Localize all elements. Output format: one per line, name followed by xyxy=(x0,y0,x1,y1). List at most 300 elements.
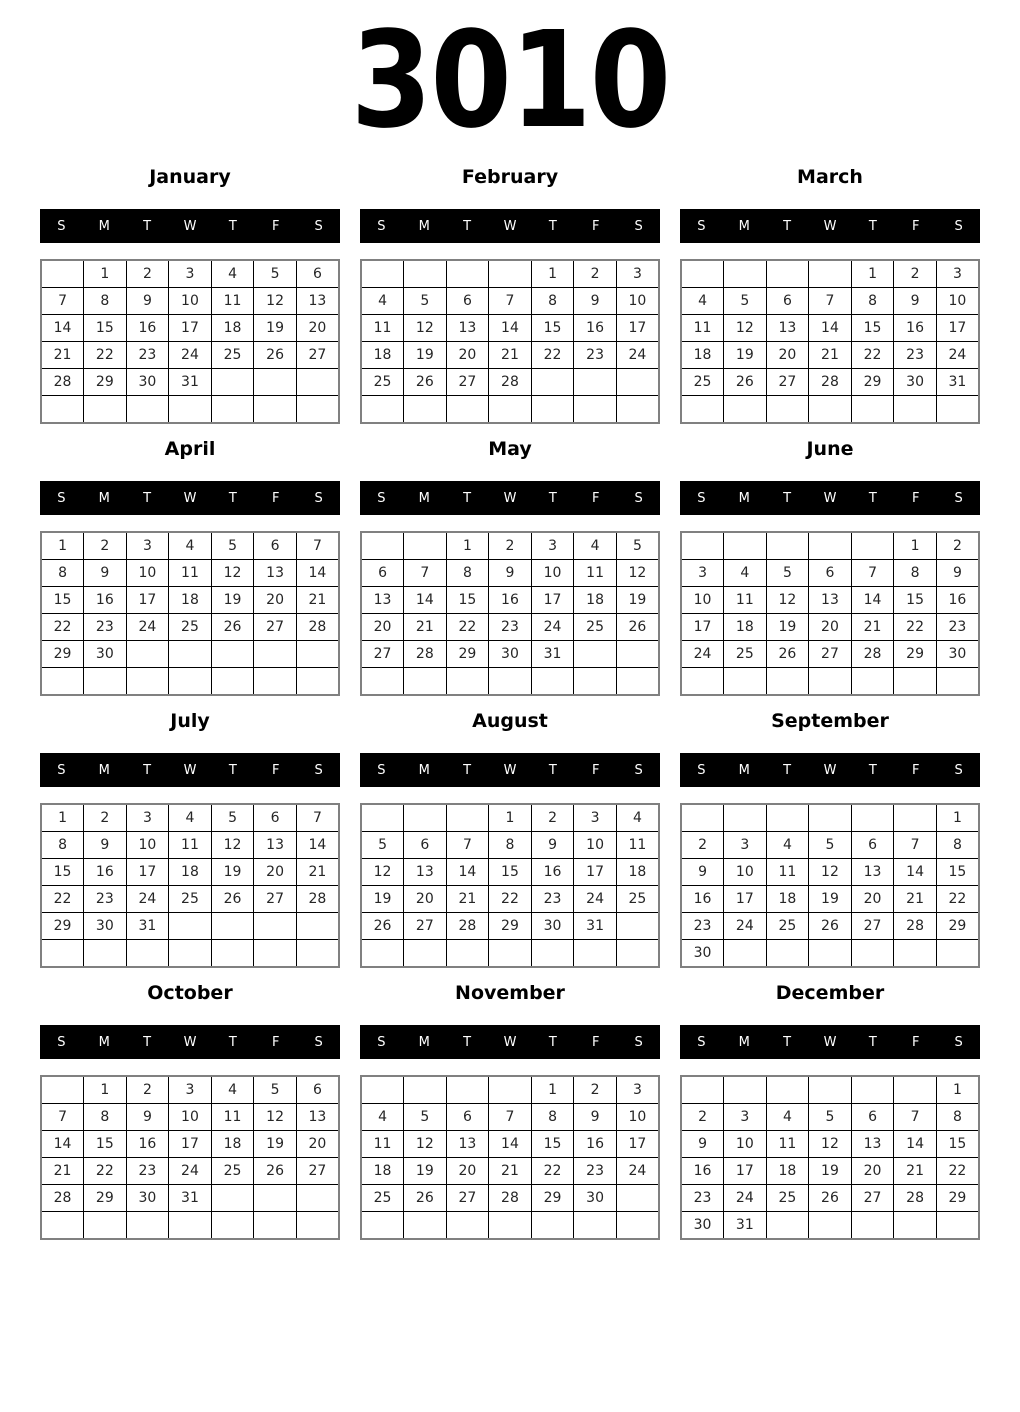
week-row xyxy=(681,532,979,560)
day-cell: 12 xyxy=(404,315,447,342)
day-cell: 26 xyxy=(724,369,767,396)
month-block xyxy=(40,438,340,696)
day-cell: 21 xyxy=(296,859,339,886)
month-grid xyxy=(680,531,980,696)
day-cell: 24 xyxy=(126,886,169,913)
day-cell: 11 xyxy=(169,832,212,859)
day-cell xyxy=(574,369,617,396)
day-cell: 4 xyxy=(681,288,724,315)
day-cell: 15 xyxy=(446,587,489,614)
day-cell: 17 xyxy=(169,1131,212,1158)
week-row xyxy=(361,1158,659,1185)
day-cell: 13 xyxy=(296,1104,339,1131)
day-cell: 1 xyxy=(851,260,894,288)
day-cell xyxy=(254,940,297,968)
day-cell xyxy=(254,1212,297,1240)
day-cell xyxy=(446,260,489,288)
day-cell: 16 xyxy=(681,886,724,913)
week-row xyxy=(41,886,339,913)
day-cell: 1 xyxy=(84,260,127,288)
weekday-label: S xyxy=(314,218,323,234)
day-cell: 25 xyxy=(574,614,617,641)
weekday-header xyxy=(360,753,660,787)
day-cell: 17 xyxy=(126,859,169,886)
weekday-label: M xyxy=(98,490,110,506)
weekday-label: W xyxy=(503,218,517,234)
day-cell: 23 xyxy=(84,614,127,641)
day-cell: 2 xyxy=(84,804,127,832)
day-cell: 19 xyxy=(766,614,809,641)
weekday-label: W xyxy=(503,762,517,778)
day-cell xyxy=(41,1212,84,1240)
day-cell: 3 xyxy=(936,260,979,288)
day-cell: 4 xyxy=(169,532,212,560)
day-cell: 12 xyxy=(724,315,767,342)
day-cell: 22 xyxy=(41,886,84,913)
day-cell: 13 xyxy=(851,859,894,886)
month-grid-body xyxy=(41,1076,339,1239)
day-cell: 1 xyxy=(41,804,84,832)
month-block xyxy=(360,166,660,424)
day-cell: 19 xyxy=(361,886,404,913)
day-cell: 13 xyxy=(766,315,809,342)
day-cell: 26 xyxy=(616,614,659,641)
day-cell: 19 xyxy=(211,587,254,614)
week-row xyxy=(41,532,339,560)
weekday-label: S xyxy=(954,490,963,506)
day-cell xyxy=(169,668,212,696)
day-cell xyxy=(531,369,574,396)
week-row xyxy=(41,668,339,696)
month-title: March xyxy=(797,166,863,188)
day-cell: 2 xyxy=(681,1104,724,1131)
day-cell: 11 xyxy=(681,315,724,342)
week-row xyxy=(41,369,339,396)
day-cell: 2 xyxy=(574,260,617,288)
day-cell xyxy=(809,532,852,560)
week-row xyxy=(41,560,339,587)
day-cell: 4 xyxy=(361,1104,404,1131)
weekday-label: M xyxy=(738,762,750,778)
day-cell: 7 xyxy=(894,1104,937,1131)
weekday-label: F xyxy=(911,1034,920,1050)
day-cell: 16 xyxy=(574,315,617,342)
day-cell: 31 xyxy=(724,1212,767,1240)
day-cell: 8 xyxy=(84,1104,127,1131)
week-row xyxy=(361,369,659,396)
week-row xyxy=(361,532,659,560)
day-cell xyxy=(766,1212,809,1240)
day-cell: 28 xyxy=(41,369,84,396)
day-cell: 5 xyxy=(766,560,809,587)
day-cell xyxy=(296,396,339,424)
month-grid xyxy=(680,259,980,424)
day-cell xyxy=(254,1185,297,1212)
weekday-label: W xyxy=(823,218,837,234)
weekday-label: S xyxy=(57,490,66,506)
weekday-label: M xyxy=(418,762,430,778)
day-cell xyxy=(254,668,297,696)
day-cell: 28 xyxy=(894,1185,937,1212)
day-cell xyxy=(681,668,724,696)
week-row xyxy=(41,342,339,369)
month-title: February xyxy=(461,166,559,188)
weekday-header xyxy=(40,481,340,515)
day-cell: 24 xyxy=(724,913,767,940)
day-cell: 7 xyxy=(851,560,894,587)
day-cell: 31 xyxy=(574,913,617,940)
month-grid xyxy=(360,531,660,696)
day-cell: 30 xyxy=(489,641,532,668)
weekday-label: M xyxy=(98,1034,110,1050)
weekday-label: S xyxy=(954,1034,963,1050)
weekday-label: T xyxy=(143,218,152,234)
day-cell: 18 xyxy=(724,614,767,641)
day-cell xyxy=(574,940,617,968)
day-cell: 18 xyxy=(766,1158,809,1185)
day-cell: 21 xyxy=(41,342,84,369)
day-cell: 25 xyxy=(681,369,724,396)
day-cell: 4 xyxy=(724,560,767,587)
day-cell xyxy=(361,532,404,560)
day-cell: 12 xyxy=(404,1131,447,1158)
day-cell: 21 xyxy=(446,886,489,913)
day-cell xyxy=(681,532,724,560)
day-cell: 19 xyxy=(254,315,297,342)
day-cell: 5 xyxy=(254,260,297,288)
day-cell: 17 xyxy=(724,1158,767,1185)
day-cell xyxy=(254,641,297,668)
month-grid-body xyxy=(361,260,659,423)
day-cell xyxy=(851,532,894,560)
day-cell: 28 xyxy=(296,614,339,641)
day-cell: 26 xyxy=(254,342,297,369)
day-cell: 21 xyxy=(489,1158,532,1185)
month-title: June xyxy=(806,438,854,460)
day-cell xyxy=(574,641,617,668)
day-cell: 11 xyxy=(574,560,617,587)
day-cell: 9 xyxy=(489,560,532,587)
weekday-label: T xyxy=(143,762,152,778)
day-cell: 15 xyxy=(894,587,937,614)
weekday-label: M xyxy=(738,490,750,506)
week-row xyxy=(41,1104,339,1131)
weekday-label: T xyxy=(228,218,237,234)
week-row xyxy=(681,614,979,641)
weekday-header xyxy=(40,209,340,243)
day-cell: 19 xyxy=(724,342,767,369)
month-block xyxy=(40,710,340,968)
day-cell: 27 xyxy=(446,1185,489,1212)
day-cell: 14 xyxy=(894,1131,937,1158)
day-cell: 13 xyxy=(851,1131,894,1158)
day-cell: 13 xyxy=(296,288,339,315)
day-cell: 3 xyxy=(126,532,169,560)
day-cell xyxy=(126,396,169,424)
day-cell xyxy=(211,913,254,940)
weekday-header xyxy=(680,753,980,787)
month-grid xyxy=(40,259,340,424)
day-cell: 24 xyxy=(574,886,617,913)
day-cell: 29 xyxy=(531,1185,574,1212)
day-cell: 12 xyxy=(361,859,404,886)
day-cell xyxy=(894,940,937,968)
day-cell: 21 xyxy=(894,1158,937,1185)
day-cell xyxy=(296,940,339,968)
day-cell: 23 xyxy=(681,1185,724,1212)
day-cell xyxy=(296,668,339,696)
day-cell xyxy=(531,1212,574,1240)
day-cell xyxy=(616,641,659,668)
day-cell xyxy=(404,1076,447,1104)
week-row xyxy=(681,1104,979,1131)
day-cell xyxy=(724,396,767,424)
day-cell: 14 xyxy=(296,560,339,587)
weekday-header xyxy=(40,753,340,787)
weekday-label: W xyxy=(823,490,837,506)
day-cell xyxy=(574,1212,617,1240)
week-row xyxy=(41,641,339,668)
day-cell: 23 xyxy=(84,886,127,913)
day-cell: 23 xyxy=(936,614,979,641)
day-cell xyxy=(724,532,767,560)
weekday-label: F xyxy=(271,490,280,506)
month-grid-body xyxy=(41,532,339,695)
day-cell xyxy=(296,1185,339,1212)
day-cell: 18 xyxy=(211,1131,254,1158)
day-cell: 15 xyxy=(936,859,979,886)
day-cell: 20 xyxy=(851,886,894,913)
day-cell: 25 xyxy=(169,614,212,641)
week-row xyxy=(41,1212,339,1240)
month-grid-body xyxy=(681,260,979,423)
day-cell: 12 xyxy=(809,859,852,886)
day-cell: 15 xyxy=(531,315,574,342)
day-cell xyxy=(361,940,404,968)
weekday-header xyxy=(360,209,660,243)
day-cell xyxy=(404,940,447,968)
day-cell: 22 xyxy=(936,886,979,913)
month-grid-body xyxy=(681,1076,979,1239)
day-cell xyxy=(446,1212,489,1240)
weekday-header xyxy=(680,1025,980,1059)
month-grid xyxy=(40,531,340,696)
day-cell xyxy=(211,1212,254,1240)
month-block xyxy=(40,166,340,424)
day-cell: 26 xyxy=(809,913,852,940)
day-cell: 8 xyxy=(531,1104,574,1131)
day-cell: 22 xyxy=(894,614,937,641)
day-cell: 16 xyxy=(894,315,937,342)
day-cell: 23 xyxy=(489,614,532,641)
day-cell xyxy=(254,369,297,396)
week-row xyxy=(41,804,339,832)
day-cell: 18 xyxy=(616,859,659,886)
day-cell: 25 xyxy=(211,1158,254,1185)
day-cell: 18 xyxy=(361,1158,404,1185)
day-cell: 22 xyxy=(936,1158,979,1185)
month-grid-body xyxy=(681,804,979,967)
day-cell: 12 xyxy=(254,288,297,315)
day-cell xyxy=(296,369,339,396)
month-grid-body xyxy=(41,260,339,423)
day-cell: 1 xyxy=(489,804,532,832)
day-cell: 11 xyxy=(211,1104,254,1131)
day-cell: 20 xyxy=(296,315,339,342)
day-cell: 20 xyxy=(296,1131,339,1158)
day-cell: 21 xyxy=(851,614,894,641)
day-cell: 27 xyxy=(296,1158,339,1185)
day-cell: 4 xyxy=(574,532,617,560)
day-cell: 22 xyxy=(446,614,489,641)
day-cell: 3 xyxy=(531,532,574,560)
week-row xyxy=(361,641,659,668)
day-cell: 13 xyxy=(809,587,852,614)
weekday-label: S xyxy=(57,762,66,778)
day-cell: 30 xyxy=(681,1212,724,1240)
week-row xyxy=(681,940,979,968)
day-cell xyxy=(809,1076,852,1104)
week-row xyxy=(361,1212,659,1240)
day-cell: 7 xyxy=(296,532,339,560)
month-title: September xyxy=(771,710,889,732)
week-row xyxy=(361,260,659,288)
weekday-header xyxy=(360,481,660,515)
day-cell: 17 xyxy=(574,859,617,886)
day-cell: 8 xyxy=(446,560,489,587)
day-cell: 24 xyxy=(616,1158,659,1185)
day-cell: 26 xyxy=(211,886,254,913)
week-row xyxy=(681,1212,979,1240)
day-cell xyxy=(724,260,767,288)
day-cell: 14 xyxy=(894,859,937,886)
day-cell: 26 xyxy=(404,1185,447,1212)
weekday-label: F xyxy=(911,762,920,778)
day-cell: 16 xyxy=(489,587,532,614)
day-cell: 1 xyxy=(894,532,937,560)
day-cell: 7 xyxy=(489,1104,532,1131)
day-cell xyxy=(404,396,447,424)
day-cell: 27 xyxy=(851,1185,894,1212)
weekday-label: W xyxy=(823,1034,837,1050)
week-row xyxy=(41,1131,339,1158)
day-cell: 2 xyxy=(126,1076,169,1104)
weekday-label: S xyxy=(697,218,706,234)
day-cell: 30 xyxy=(574,1185,617,1212)
months-grid xyxy=(0,166,1020,1240)
day-cell: 25 xyxy=(766,1185,809,1212)
month-title: December xyxy=(775,982,885,1004)
day-cell: 11 xyxy=(724,587,767,614)
weekday-label: T xyxy=(548,218,557,234)
day-cell: 14 xyxy=(41,315,84,342)
day-cell: 15 xyxy=(531,1131,574,1158)
week-row xyxy=(41,940,339,968)
day-cell xyxy=(531,668,574,696)
day-cell xyxy=(616,1212,659,1240)
day-cell xyxy=(809,668,852,696)
day-cell: 16 xyxy=(126,1131,169,1158)
day-cell xyxy=(296,641,339,668)
day-cell: 19 xyxy=(254,1131,297,1158)
day-cell: 9 xyxy=(84,832,127,859)
day-cell: 10 xyxy=(169,1104,212,1131)
day-cell xyxy=(169,641,212,668)
day-cell xyxy=(489,1076,532,1104)
day-cell: 16 xyxy=(126,315,169,342)
weekday-label: T xyxy=(548,1034,557,1050)
day-cell: 17 xyxy=(531,587,574,614)
day-cell: 29 xyxy=(41,641,84,668)
day-cell: 11 xyxy=(169,560,212,587)
day-cell xyxy=(809,804,852,832)
day-cell: 27 xyxy=(766,369,809,396)
day-cell: 24 xyxy=(616,342,659,369)
day-cell: 14 xyxy=(489,1131,532,1158)
weekday-label: S xyxy=(634,490,643,506)
month-block xyxy=(360,982,660,1240)
day-cell xyxy=(766,804,809,832)
day-cell: 16 xyxy=(681,1158,724,1185)
month-title: November xyxy=(455,982,565,1004)
day-cell: 24 xyxy=(169,342,212,369)
day-cell: 29 xyxy=(936,1185,979,1212)
day-cell: 27 xyxy=(446,369,489,396)
day-cell: 8 xyxy=(84,288,127,315)
week-row xyxy=(681,396,979,424)
day-cell xyxy=(211,1185,254,1212)
day-cell xyxy=(169,913,212,940)
day-cell: 28 xyxy=(489,369,532,396)
day-cell xyxy=(616,913,659,940)
day-cell: 20 xyxy=(361,614,404,641)
day-cell: 23 xyxy=(531,886,574,913)
weekday-label: F xyxy=(271,218,280,234)
week-row xyxy=(361,587,659,614)
day-cell: 29 xyxy=(936,913,979,940)
month-grid-body xyxy=(361,1076,659,1239)
day-cell xyxy=(41,396,84,424)
day-cell: 3 xyxy=(724,1104,767,1131)
day-cell: 8 xyxy=(936,832,979,859)
day-cell xyxy=(809,940,852,968)
day-cell: 22 xyxy=(41,614,84,641)
month-title: August xyxy=(472,710,548,732)
day-cell: 7 xyxy=(296,804,339,832)
day-cell: 10 xyxy=(531,560,574,587)
day-cell: 6 xyxy=(296,260,339,288)
month-grid-body xyxy=(681,532,979,695)
day-cell xyxy=(616,1185,659,1212)
day-cell: 25 xyxy=(211,342,254,369)
week-row xyxy=(681,641,979,668)
month-grid-body xyxy=(41,804,339,967)
day-cell: 15 xyxy=(41,859,84,886)
weekday-label: S xyxy=(634,218,643,234)
day-cell: 30 xyxy=(531,913,574,940)
month-grid xyxy=(360,1075,660,1240)
weekday-label: T xyxy=(228,490,237,506)
day-cell xyxy=(84,1212,127,1240)
week-row xyxy=(681,1131,979,1158)
day-cell: 9 xyxy=(894,288,937,315)
day-cell xyxy=(574,396,617,424)
day-cell xyxy=(851,804,894,832)
day-cell: 15 xyxy=(936,1131,979,1158)
month-grid-body xyxy=(361,804,659,967)
day-cell: 28 xyxy=(489,1185,532,1212)
weekday-label: W xyxy=(823,762,837,778)
